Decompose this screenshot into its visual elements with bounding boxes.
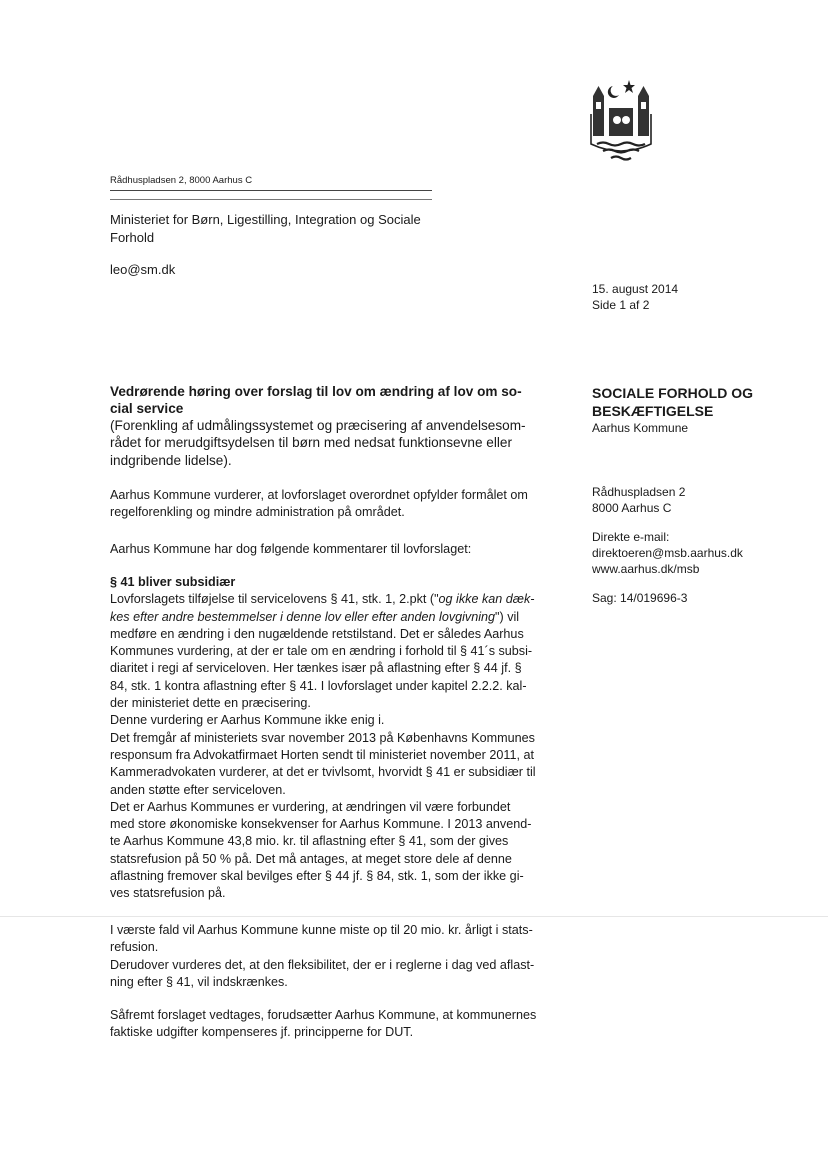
text-line: faktiske udgifter kompenseres jf. principperne for DUT. xyxy=(110,1025,414,1040)
recipient-line: Forhold xyxy=(110,230,155,245)
text-line: Kommunes vurdering, at der er tale om en ændring i forhold til § 41´s subsi- xyxy=(110,644,533,659)
italic-quote: og ikke kan dæk- xyxy=(438,592,535,607)
email-label: Direkte e-mail: xyxy=(592,530,670,544)
address-line: 8000 Aarhus C xyxy=(592,501,672,515)
text-line: regelforenkling og mindre administration på området. xyxy=(110,505,405,520)
text-line: I værste fald vil Aarhus Kommune kunne miste op til 20 mio. kr. årligt i stats- xyxy=(110,923,533,937)
text-line: ning efter § 41, vil indskrænkes. xyxy=(110,974,288,989)
paragraph xyxy=(110,541,568,558)
date-block xyxy=(592,281,678,313)
subject-line: Vedrørende høring over forslag til lov om ændring af lov om so- xyxy=(110,384,522,399)
subject-subline: (Forenkling af udmålingssystemet og præcisering af anvendelsesom- xyxy=(110,418,526,433)
text-line: Såfremt forslaget vedtages, forudsætter Aarhus Kommune, at kommunernes xyxy=(110,1008,537,1022)
address-line: Rådhuspladsen 2 xyxy=(592,485,686,499)
scan-fold-line xyxy=(0,916,828,917)
municipality: Aarhus Kommune xyxy=(592,421,689,435)
website: www.aarhus.dk/msb xyxy=(592,562,700,576)
text-line: anden støtte efter serviceloven. xyxy=(110,782,286,797)
text-line: Derudover vurderes det, at den fleksibilitet, der er i reglerne i dag ved aflast- xyxy=(110,957,535,972)
text-line: Denne vurdering er Aarhus Kommune ikke enig i. xyxy=(110,713,385,728)
text-line: med store økonomiske konsekvenser for Aarhus Kommune. I 2013 anvend- xyxy=(110,817,532,832)
sender-address: Rådhuspladsen 2, 8000 Aarhus C xyxy=(110,175,253,186)
sender-address-block xyxy=(592,484,792,516)
italic-quote: kes efter andre bestemmelser i denne lov eller efter anden lovgivning xyxy=(110,609,496,624)
text-span: ") vil xyxy=(495,609,520,624)
page-number: Side 1 af 2 xyxy=(592,298,650,312)
text-line: Aarhus Kommune vurderer, at lovforslaget overordnet opfylder formålet om xyxy=(110,488,528,502)
text-line: responsum fra Advokatfirmaet Horten sendt til ministeriet november 2011, at xyxy=(110,747,534,762)
section-heading: § 41 bliver subsidiær xyxy=(110,575,236,589)
direct-email: direktoeren@msb.aarhus.dk xyxy=(592,546,743,560)
paragraph xyxy=(110,922,568,991)
subject-subline: indgribende lidelse). xyxy=(110,452,232,468)
contact-block xyxy=(592,529,792,577)
text-line: Kammeradvokaten vurderer, at det er tvivlsomt, hvorvidt § 41 er subsidiær til xyxy=(110,765,536,780)
text-line: statsrefusion på 50 % på. Det må antages, at meget store dele af denne xyxy=(110,851,512,866)
text-span: Lovforslagets tilføjelse til servicelovens § 41, stk. 1, 2.pkt (" xyxy=(110,592,439,607)
case-number: Sag: 14/019696-3 xyxy=(592,591,688,605)
text-line: diaritet i regi af serviceloven. Her tænkes især på aflastning efter § 44 jf. § xyxy=(110,661,522,676)
text-line: ves statsrefusion på. xyxy=(110,886,226,901)
text-line: Aarhus Kommune har dog følgende kommentarer til lovforslaget: xyxy=(110,542,472,556)
recipient-email: leo@sm.dk xyxy=(110,262,176,277)
department-name: SOCIALE FORHOLD OG xyxy=(592,385,753,401)
sender-department xyxy=(592,384,792,436)
subject-line: cial service xyxy=(110,401,184,416)
text-line: Det er Aarhus Kommunes er vurdering, at ændringen vil være forbundet xyxy=(110,799,511,814)
letter-subject xyxy=(110,383,568,469)
recipient-line: Ministeriet for Børn, Ligestilling, Integration og Sociale xyxy=(110,212,421,227)
text-line: aflastning fremover skal bevilges efter § 44 jf. § 84, stk. 1, som der ikke gi- xyxy=(110,869,524,884)
letter-date: 15. august 2014 xyxy=(592,282,679,296)
text-line: Det fremgår af ministeriets svar november 2013 på Københavns Kommunes xyxy=(110,730,535,745)
text-line xyxy=(110,609,568,626)
text-line: refusion. xyxy=(110,940,159,955)
text-line: der ministeriet dette en præcisering. xyxy=(110,696,311,711)
aarhus-coat-of-arms-icon xyxy=(583,74,659,174)
text-line: medføre en ændring i den nugældende retstilstand. Det er således Aarhus xyxy=(110,626,524,641)
recipient-address xyxy=(110,211,450,247)
text-line: te Aarhus Kommune 43,8 mio. kr. til aflastning efter § 41, som der gives xyxy=(110,834,509,849)
text-line xyxy=(110,591,568,608)
text-line: 84, stk. 1 kontra aflastning efter § 41. I lovforslaget under kapitel 2.2.2. kal- xyxy=(110,678,527,693)
section-41 xyxy=(110,574,568,903)
divider xyxy=(110,199,432,200)
subject-subline: rådet for merudgiftsydelsen til børn med nedsat funktionsevne eller xyxy=(110,435,512,451)
divider xyxy=(110,190,432,191)
department-name: BESKÆFTIGELSE xyxy=(592,403,714,419)
paragraph xyxy=(110,1007,568,1042)
paragraph xyxy=(110,487,568,522)
